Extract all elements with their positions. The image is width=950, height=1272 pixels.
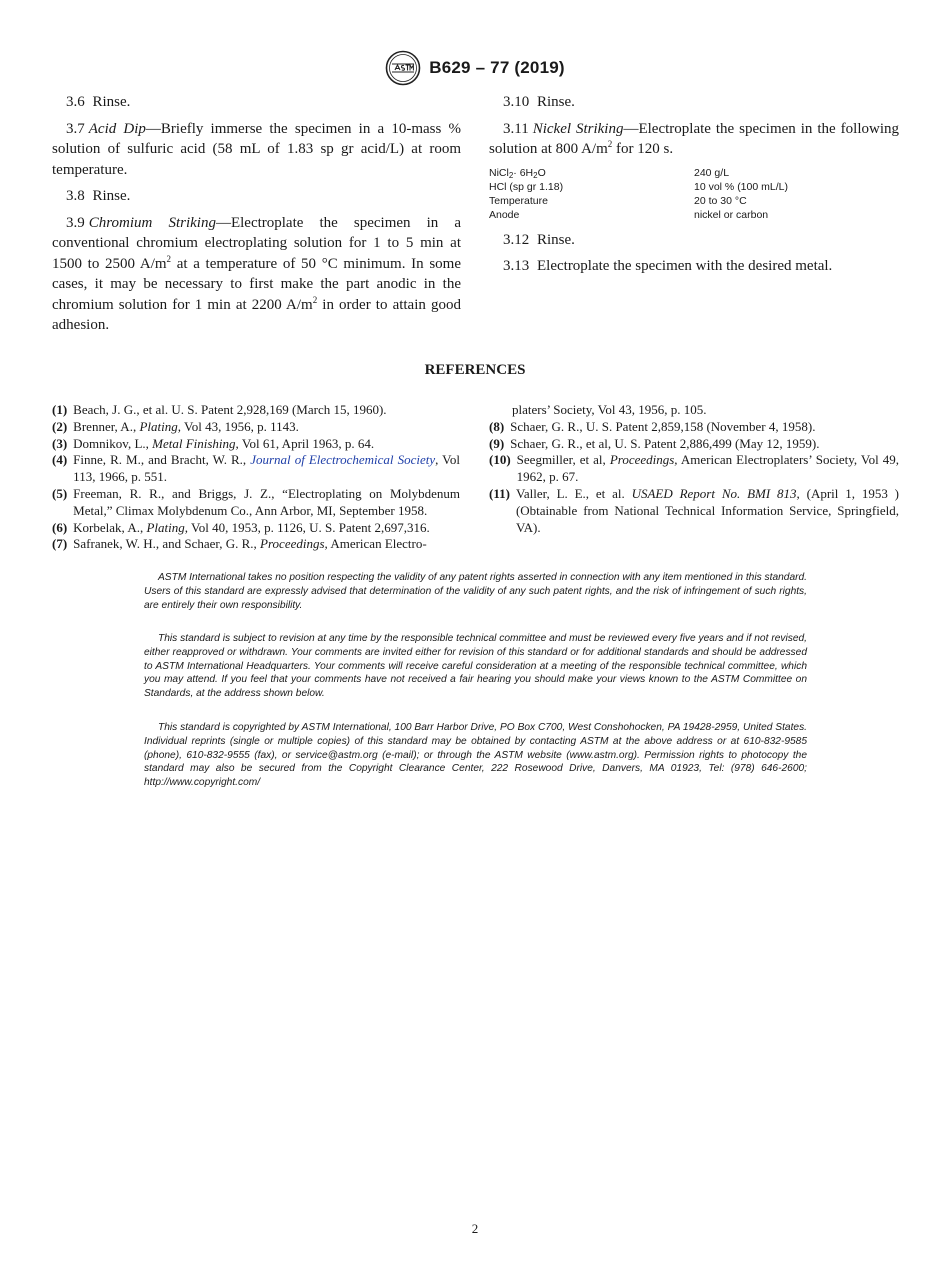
section-text: Electroplate the specimen with the desired metal. [537, 258, 833, 274]
document-header [0, 50, 950, 86]
reference-number: (7) [52, 536, 68, 552]
astm-logo-icon [385, 50, 421, 86]
reference-number: (5) [52, 485, 68, 501]
reference-details: (April 1, 1953 ) (Obtainable from National Technical Information Service, Springfield, VA). [515, 485, 900, 535]
formula-part: NiCl [489, 166, 509, 179]
reference-journal: Metal Finishing, [152, 435, 239, 451]
reference-details: Vol 43, 1956, p. 1143. [180, 418, 299, 434]
subscript: 2 [533, 170, 538, 180]
solution-row [489, 180, 899, 194]
reference-details: American Electro- [327, 536, 427, 552]
reference-item [489, 419, 899, 436]
section-text: Rinse. [92, 188, 131, 204]
section-3-9 [52, 213, 461, 336]
section-3-13 [489, 256, 899, 277]
standard-designation: B629 – 77 (2019) [429, 58, 565, 77]
reference-number: (9) [489, 435, 505, 451]
section-text: for 120 s. [612, 141, 674, 157]
section-3-8 [52, 186, 461, 207]
section-number: 3.12 [503, 231, 530, 248]
reference-author: Finne, R. M., and Bracht, W. R., [73, 452, 251, 468]
section-number: 3.7 [66, 120, 85, 137]
section-number: 3.6 [66, 94, 85, 110]
section-3-10 [489, 92, 899, 113]
reference-text [73, 520, 460, 537]
solution-component: Anode [489, 208, 520, 221]
reference-author: Seegmiller, et al, [516, 452, 610, 468]
solution-value: 10 vol % (100 mL/L) [694, 180, 788, 193]
reference-details: Vol 40, 1953, p. 1126, U. S. Patent 2,697,316. [188, 519, 430, 535]
solution-value: 240 g/L [694, 166, 730, 179]
section-number: 3.9 [66, 214, 85, 231]
reference-number: (3) [52, 435, 68, 451]
right-column [489, 92, 899, 283]
reference-text [516, 486, 899, 536]
reference-item [489, 486, 899, 536]
left-column [52, 92, 461, 342]
solution-value: nickel or carbon [694, 208, 769, 221]
solution-value: 20 to 30 °C [694, 194, 747, 207]
reference-details: , Vol 113, 1966, p. 551. [73, 452, 461, 485]
solution-row [489, 166, 899, 180]
reference-author: Domnikov, L., [73, 435, 153, 451]
references-right-column [489, 402, 899, 536]
superscript: 2 [312, 294, 318, 305]
reference-text [73, 419, 460, 436]
section-text: in order to attain good adhesion. [52, 296, 461, 333]
reference-number: (11) [489, 485, 510, 501]
reference-item [52, 486, 460, 520]
section-number: 3.8 [66, 188, 85, 204]
reference-item [52, 402, 460, 419]
reference-text [73, 452, 460, 486]
reference-item [52, 452, 460, 486]
reference-number: (6) [52, 519, 68, 535]
reference-text: Beach, J. G., et al. U. S. Patent 2,928,169 (March 15, 1960). [73, 402, 387, 417]
solution-component: HCl (sp gr 1.18) [489, 180, 564, 193]
reference-continuation: platers’ Society, Vol 43, 1956, p. 105. [512, 402, 707, 417]
reference-journal: Proceedings, [260, 536, 328, 552]
nickel-solution-table [489, 166, 899, 222]
reference-number: (2) [52, 418, 68, 434]
section-title: Nickel Striking [532, 120, 624, 137]
reference-journal-link[interactable]: Journal of Electrochemical Society [250, 452, 436, 468]
section-3-11 [489, 119, 899, 160]
section-text: —Electroplate the specimen in a conventional chromium electroplating solution for 1 to 5 min at 1500 to 2500 A/m [52, 214, 461, 272]
reference-text [73, 536, 460, 553]
section-number: 3.10 [503, 94, 530, 110]
reference-author: Safranek, W. H., and Schaer, G. R., [73, 536, 261, 552]
reference-text: Freeman, R. R., and Briggs, J. Z., “Electroplating on Molybdenum Metal,” Climax Molybdenum Co., Ann Arbor, MI, September 1958. [73, 485, 460, 518]
reference-item [489, 452, 899, 486]
reference-journal: USAED Report No. BMI 813, [631, 485, 800, 501]
reference-journal: Plating, [146, 519, 188, 535]
section-3-6 [52, 92, 461, 113]
reference-number: (1) [52, 402, 68, 417]
solution-row [489, 208, 899, 222]
reference-text [73, 436, 460, 453]
reference-item [489, 436, 899, 453]
solution-component [489, 166, 694, 180]
superscript: 2 [166, 253, 172, 264]
patent-notice: ASTM International takes no position respecting the validity of any patent rights asserted in connection with any item mentioned in this standard. Users of this standard are expressly advised that determination of the validity of any such patent rights, and the risk of infringement of such rights, are entirely their own responsibility. [144, 572, 807, 611]
section-text: Rinse. [537, 94, 575, 110]
section-text: —Electroplate the specimen in the following solution at 800 A/m [489, 120, 899, 157]
solution-component: Temperature [489, 194, 548, 207]
section-text: at a temperature of 50 °C minimum. In some cases, it may be necessary to first make the part anodic in the chromium solution for 1 min at 2200 A/m [52, 255, 461, 313]
superscript: 2 [607, 139, 613, 149]
reference-number: (4) [52, 452, 68, 468]
reference-number: (10) [489, 452, 511, 468]
reference-item [52, 520, 460, 537]
formula-part: · 6H [513, 166, 534, 179]
references-heading: REFERENCES [424, 362, 526, 378]
reference-details: American Electroplaters’ Society, Vol 49, 1962, p. 67. [516, 452, 900, 485]
revision-notice: This standard is subject to revision at any time by the responsible technical committee and must be reviewed every five years and if not revised, either reapproved or withdrawn. Your comments are invited either for revision of this standard or for additional standards and should be addressed to ASTM International Headquarters. Your comments will receive careful consideration at a meeting of the responsible technical committee, which you may attend. If you feel that your comments have not received a fair hearing you should make your views known to the ASTM Committee on Standards, at the address shown below. [144, 633, 807, 700]
section-3-12 [489, 230, 899, 251]
formula-part: O [537, 166, 546, 179]
reference-author: Valler, L. E., et al. [515, 485, 632, 501]
section-title: Chromium Striking [88, 214, 216, 231]
reference-number: (8) [489, 418, 505, 434]
section-title: Acid Dip [88, 120, 146, 137]
references-left-column [52, 402, 460, 553]
section-number: 3.11 [503, 120, 529, 137]
solution-row [489, 194, 899, 208]
reference-text: Schaer, G. R., et al, U. S. Patent 2,886,499 (May 12, 1959). [510, 435, 820, 451]
reference-author: Brenner, A., [73, 418, 140, 434]
reference-details: Vol 61, April 1963, p. 64. [238, 435, 375, 451]
section-3-7 [52, 119, 461, 181]
reference-item [52, 536, 460, 553]
reference-author: Korbelak, A., [73, 519, 147, 535]
section-number: 3.13 [503, 258, 530, 274]
reference-text [517, 452, 899, 486]
reference-item [52, 436, 460, 453]
reference-journal: Plating, [139, 418, 181, 434]
section-text: —Briefly immerse the specimen in a 10-mass % solution of sulfuric acid (58 mL of 1.83 sp gr acid/L) at room temperature. [52, 120, 461, 178]
subscript: 2 [508, 170, 514, 180]
reference-journal: Proceedings, [609, 452, 678, 468]
copyright-notice: This standard is copyrighted by ASTM International, 100 Barr Harbor Drive, PO Box C700, West Conshohocken, PA 19428-2959, United States. Individual reprints (single or multiple copies) of this standard may be obtained by contacting ASTM at the above address or at 610-832-9585 (phone), 610-832-9555 (fax), or service@astm.org (e-mail); or through the ASTM website (www.astm.org). Permission rights to photocopy the standard may also be secured from the Copyright Clearance Center, 222 Rosewood Drive, Danvers, MA 01923, Tel: (978) 646-2600; http://www.copyright.com/ [144, 722, 807, 789]
section-text: Rinse. [537, 231, 575, 248]
reference-item [52, 419, 460, 436]
page-number: 2 [471, 1221, 479, 1236]
section-text: Rinse. [92, 94, 131, 110]
reference-text: Schaer, G. R., U. S. Patent 2,859,158 (November 4, 1958). [510, 418, 816, 434]
